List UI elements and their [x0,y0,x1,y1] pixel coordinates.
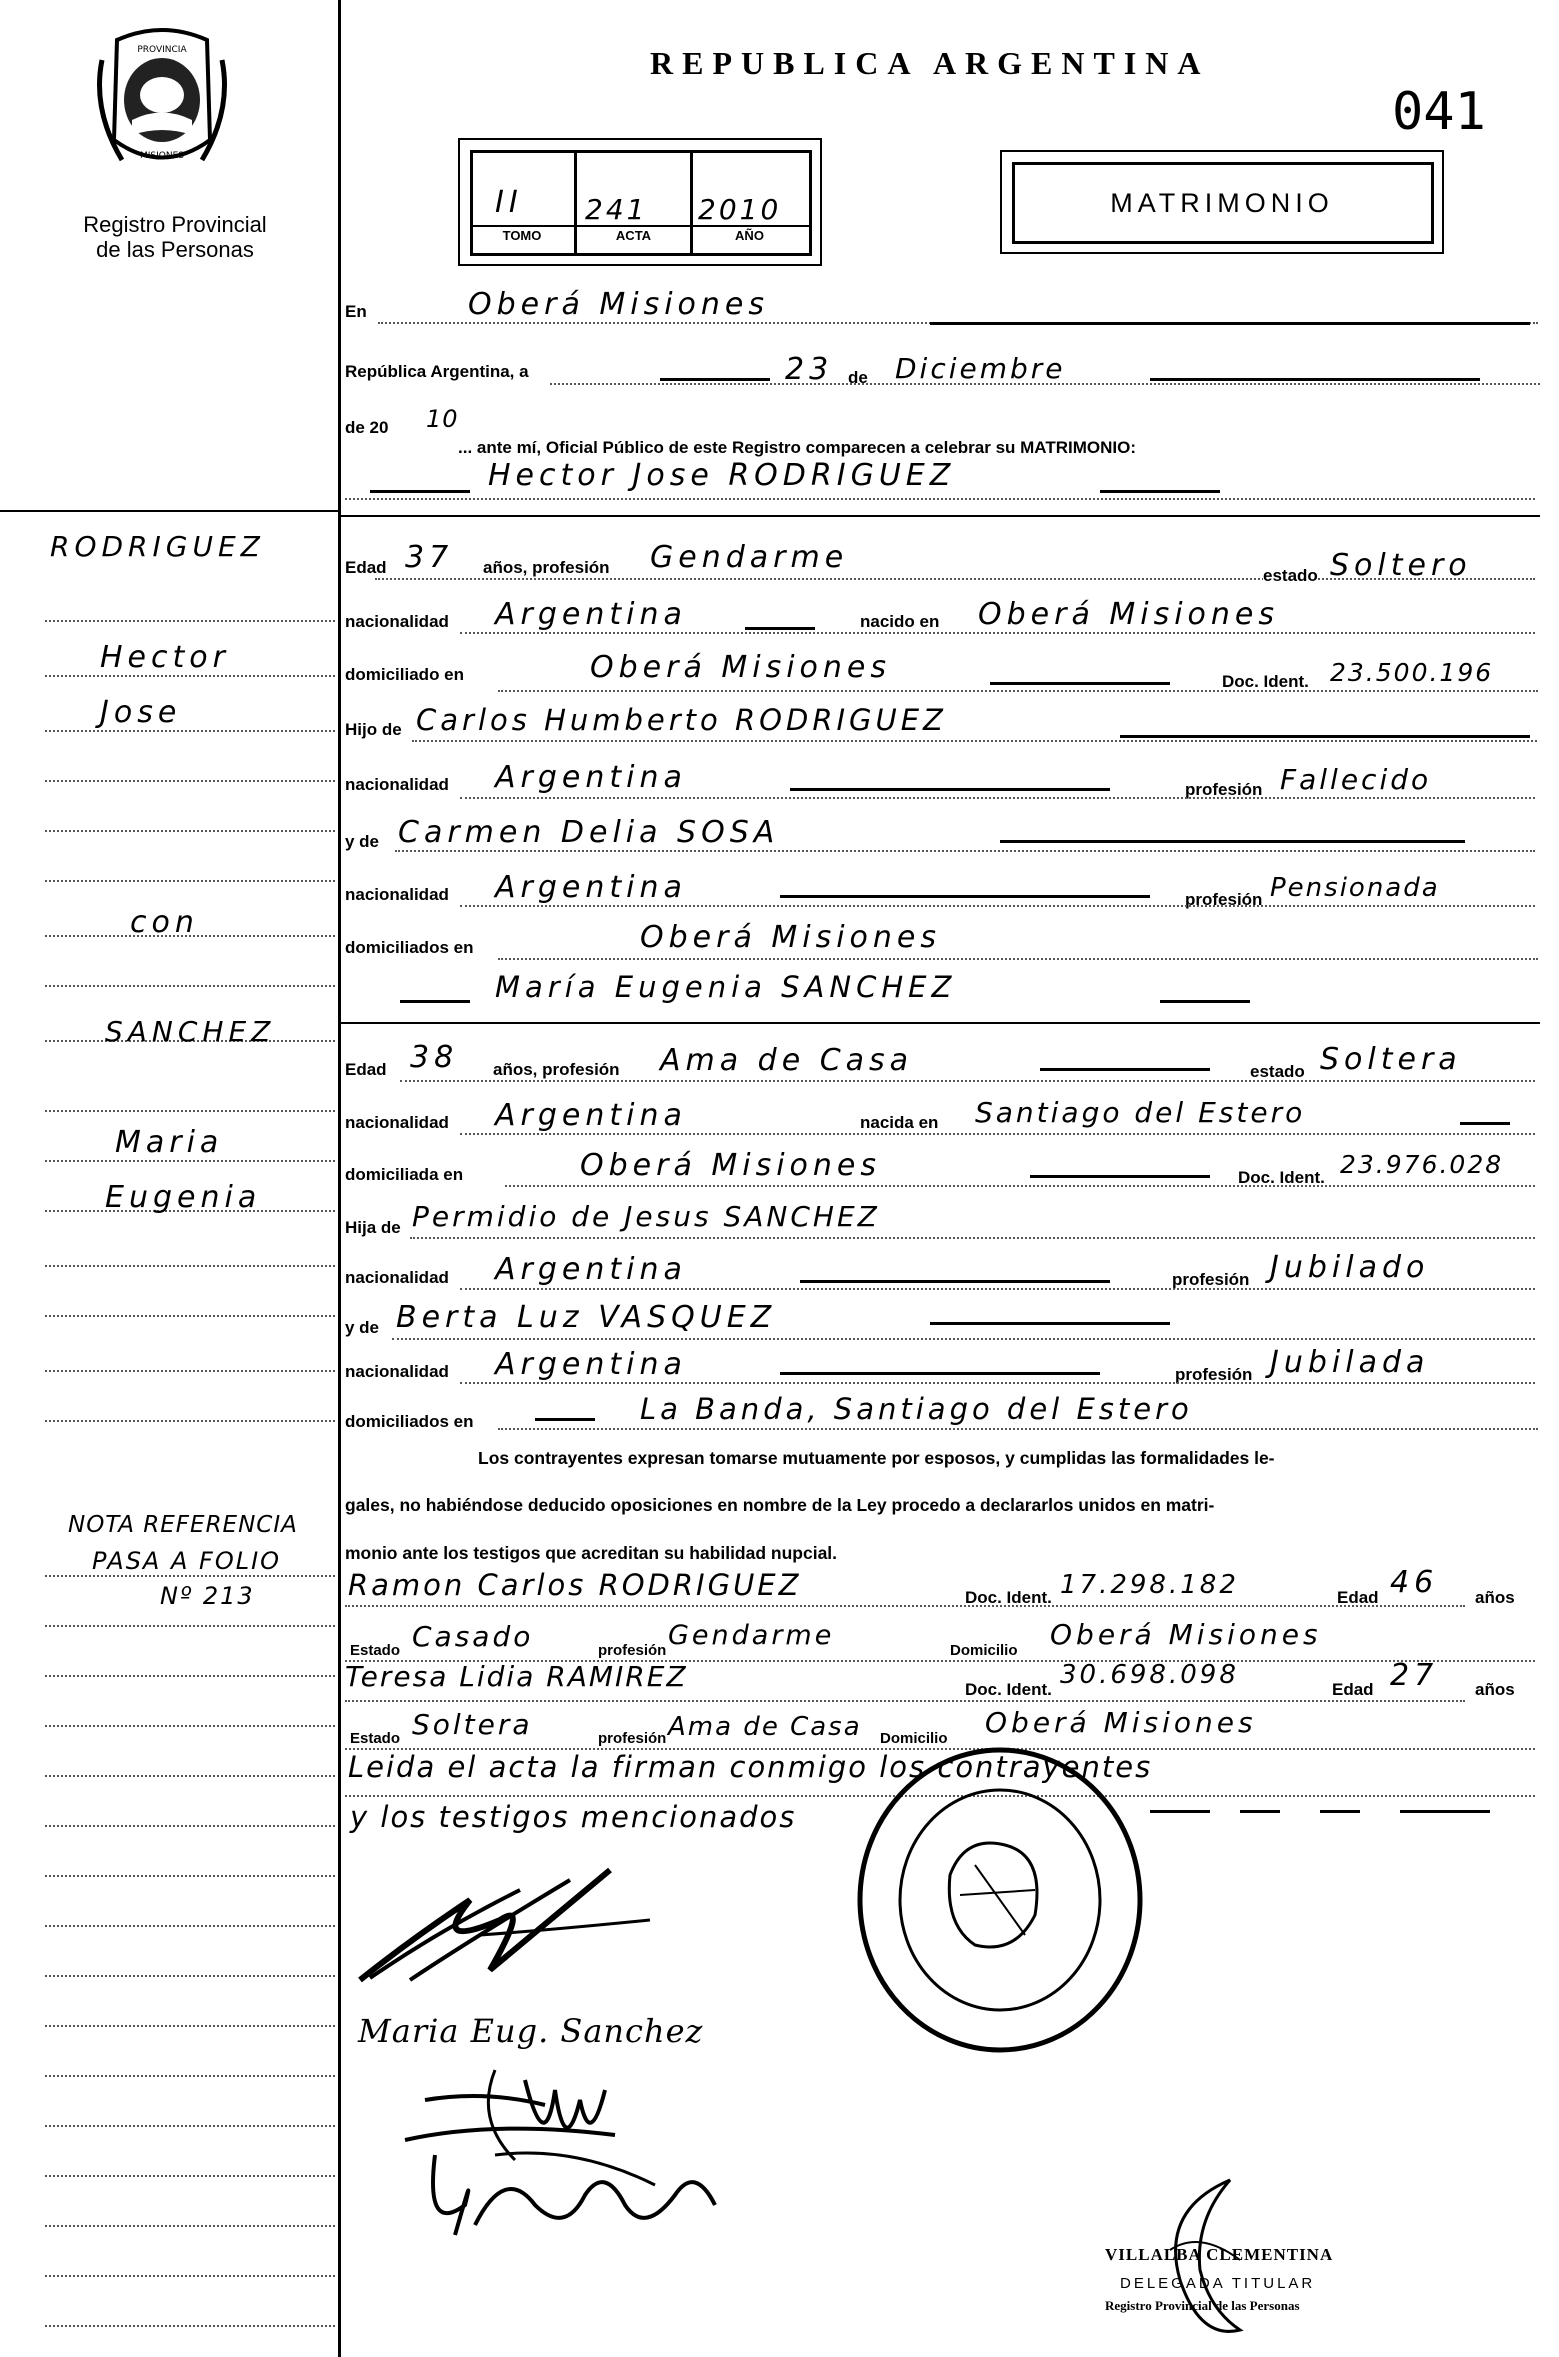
bride-mother-nac: Argentina [495,1347,687,1382]
country-title: REPUBLICA ARGENTINA [650,45,1210,81]
svg-text:MISIONES: MISIONES [139,151,185,161]
groom-dom-label: domiciliado en [345,665,465,684]
bride-edad: 38 [410,1040,459,1075]
bride-parents-dom-label: domiciliados en [345,1412,474,1431]
witness-1-doc-label: Doc. Ident. [965,1588,1052,1607]
bride-mother-prof-label: profesión [1175,1365,1253,1384]
witness-1-domicilio-label: Domicilio [950,1642,1018,1659]
margin-note-line-2: PASA A FOLIO [92,1547,282,1575]
groom-domicilio: Oberá Misiones [590,650,892,685]
groom-mother-prof: Pensionada [1270,873,1440,903]
bride-name-line: María Eugenia SANCHEZ [495,970,957,1004]
declaration-line-3: monio ante los testigos que acreditan su habilidad nupcial. [345,1543,838,1563]
bride-father-nac-label: nacionalidad [345,1268,449,1287]
groom-profesion: Gendarme [650,540,849,575]
registry-name [40,212,310,262]
margin-note-line-1: NOTA REFERENCIA [68,1512,298,1538]
bride-nacida-en: Santiago del Estero [975,1096,1306,1129]
closing-line-1: Leida el acta la firman conmigo los contrayentes [348,1750,1153,1784]
intro-statement: ... ante mí, Oficial Público de este Registro comparecen a celebrar su MATRIMONIO: [458,438,1136,457]
bride-nacionalidad: Argentina [495,1098,687,1133]
groom-father-prof: Fallecido [1280,763,1432,796]
witness-2-name: Teresa Lidia RAMIREZ [345,1660,688,1693]
witness-1-doc: 17.298.182 [1060,1570,1239,1600]
acta-label: ACTA [615,228,652,243]
groom-nacido-label: nacido en [860,612,940,631]
bride-estado: Soltera [1320,1042,1462,1077]
groom-edad-label: Edad [345,558,387,577]
witness-2-dom: Oberá Misiones [985,1706,1257,1739]
registry-line-1: Registro Provincial [83,212,267,237]
place: Oberá Misiones [468,287,770,322]
groom-edad: 37 [405,540,454,575]
witness-1-dom: Oberá Misiones [1050,1618,1322,1651]
bride-father-prof-label: profesión [1172,1270,1250,1289]
closing-line-2: y los testigos mencionados [350,1800,797,1834]
year-prefix: de 20 [345,418,389,437]
bride-mother-nac-label: nacionalidad [345,1362,449,1381]
bride-section-rule [340,1022,1540,1024]
svg-text:PROVINCIA: PROVINCIA [137,45,187,55]
province-crest [92,20,232,180]
bride-hija-label: Hija de [345,1218,401,1237]
witness-1-anios-label: años [1475,1588,1515,1607]
delegate-stamp-name: VILLALBA CLEMENTINA [1105,2245,1334,2264]
bride-signature: Maria Eug. Sanchez [358,2012,704,2050]
day: 23 [785,352,834,387]
month: Diciembre [895,352,1066,385]
margin-surname-2: SANCHEZ [105,1015,276,1048]
de-label: de [848,368,868,387]
witness-1-profesion-label: profesión [598,1642,667,1659]
column-divider [338,0,341,2357]
margin-note-line-3: Nº 213 [160,1582,255,1610]
bride-mother-prof: Jubilada [1270,1345,1430,1380]
bride-parents-dom: La Banda, Santiago del Estero [640,1392,1193,1426]
witness-2-profesion-label: profesión [598,1730,667,1747]
witness-1-name: Ramon Carlos RODRIGUEZ [348,1568,802,1602]
witness-2-estado-label: Estado [350,1730,401,1747]
groom-nacionalidad: Argentina [495,597,687,632]
groom-mother: Carmen Delia SOSA [398,815,780,850]
groom-nacido-en: Oberá Misiones [978,597,1280,632]
witness-1-prof: Gendarme [668,1620,835,1651]
declaration-line-1: Los contrayentes expresan tomarse mutuamente por esposos, y cumplidas las formalidades le- [478,1448,1275,1468]
witness-2-edad: 27 [1390,1658,1439,1693]
margin-con: con [130,905,199,940]
anio-value: 2010 [698,193,782,226]
declaration-line-2: gales, no habiéndose deducido oposiciones en nombre de la Ley procedo a declararlos unidos en matri- [345,1495,1215,1515]
groom-nac-label: nacionalidad [345,612,449,631]
witness-2-estado: Soltera [412,1708,533,1741]
en-label: En [345,302,367,321]
witness-2-doc-label: Doc. Ident. [965,1680,1052,1699]
groom-doc-label: Doc. Ident. [1222,672,1309,691]
record-type: MATRIMONIO [1110,188,1334,218]
margin-first-name-2: Jose [100,695,182,730]
bride-nac-label: nacionalidad [345,1113,449,1132]
bride-yde-label: y de [345,1318,380,1337]
groom-full-name: Hector Jose RODRIGUEZ [488,458,956,493]
registry-line-2: de las Personas [96,237,254,262]
anio-label: AÑO [735,228,764,243]
groom-hijo-label: Hijo de [345,720,402,739]
margin-first-name-4: Eugenia [105,1180,262,1215]
tomo-label: TOMO [502,228,542,243]
groom-yde-label: y de [345,832,380,851]
bride-domicilio: Oberá Misiones [580,1148,882,1183]
groom-father-nac-label: nacionalidad [345,775,449,794]
bride-father-nac: Argentina [495,1252,687,1287]
groom-section-rule [340,515,1540,517]
bride-profesion-label: años, profesión [493,1060,620,1079]
groom-estado-label: estado [1263,566,1318,585]
bride-nacida-label: nacida en [860,1113,939,1132]
groom-mother-nac-label: nacionalidad [345,885,449,904]
groom-estado: Soltero [1330,548,1472,583]
groom-doc: 23.500.196 [1330,658,1494,687]
bride-doc-label: Doc. Ident. [1238,1168,1325,1187]
bride-mother: Berta Luz VASQUEZ [396,1300,777,1335]
witness-2-edad-label: Edad [1332,1680,1374,1699]
groom-mother-prof-label: profesión [1185,890,1263,909]
margin-first-name-3: Maria [115,1125,224,1160]
year-suffix: 10 [426,405,459,433]
bride-doc: 23.976.028 [1340,1150,1504,1179]
witness-2-doc: 30.698.098 [1060,1660,1239,1690]
delegate-stamp-office: Registro Provincial de las Personas [1105,2298,1300,2313]
bride-estado-label: estado [1250,1062,1305,1081]
bride-edad-label: Edad [345,1060,387,1079]
witness-1-edad-label: Edad [1337,1588,1379,1607]
margin-surname-1: RODRIGUEZ [50,530,265,563]
bride-father-prof: Jubilado [1270,1250,1430,1285]
witness-1-estado: Casado [412,1620,534,1653]
groom-parents-dom-label: domiciliados en [345,938,474,957]
delegate-stamp-title: DELEGADA TITULAR [1120,2275,1316,2292]
groom-parents-dom: Oberá Misiones [640,920,942,955]
witness-2-anios-label: años [1475,1680,1515,1699]
acta-value: 241 [585,193,648,226]
bride-dom-label: domiciliada en [345,1165,464,1184]
groom-father: Carlos Humberto RODRIGUEZ [416,703,947,737]
tomo-value: II [495,185,523,220]
official-seal [855,1745,1145,2055]
groom-father-prof-label: profesión [1185,780,1263,799]
witness-1-estado-label: Estado [350,1642,401,1659]
republica-label: República Argentina, a [345,362,529,381]
folio-number: 041 [1392,82,1486,142]
margin-top-rule [0,510,338,512]
margin-first-name-1: Hector [100,640,230,675]
groom-signature [350,1860,670,1990]
witness-1-edad: 46 [1390,1565,1439,1600]
witness-2-prof: Ama de Casa [668,1712,862,1742]
bride-profesion: Ama de Casa [660,1043,914,1078]
groom-father-nac: Argentina [495,760,687,795]
groom-profesion-label: años, profesión [483,558,610,577]
groom-mother-nac: Argentina [495,870,687,905]
bride-father: Permidio de Jesus SANCHEZ [412,1200,880,1233]
witness-2-domicilio-label: Domicilio [880,1730,948,1747]
witness-2-signature [415,2145,735,2240]
